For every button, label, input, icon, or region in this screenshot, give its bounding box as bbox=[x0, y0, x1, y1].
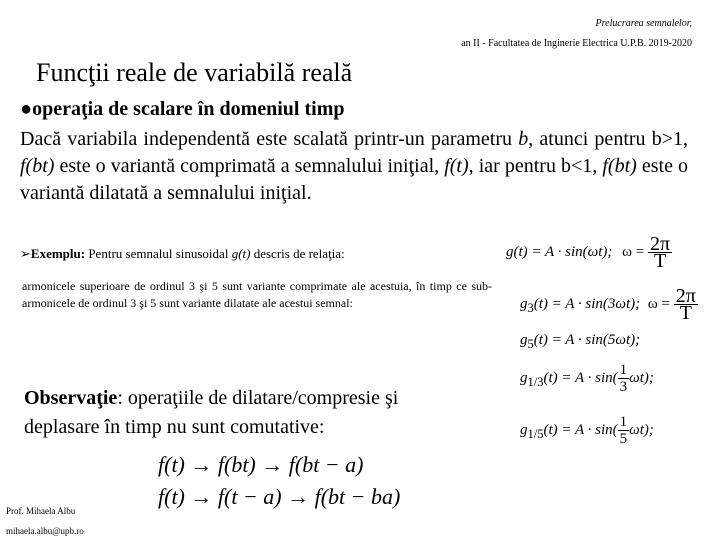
eq-g3-omega: ω = bbox=[647, 295, 670, 312]
equation-g13 bbox=[520, 362, 654, 395]
eq-g15-den: 5 bbox=[619, 431, 628, 447]
footer-email: mihaela.albu@upb.ro bbox=[6, 526, 84, 536]
equation-g15 bbox=[520, 414, 654, 447]
relation-scale-then-shift bbox=[158, 452, 363, 478]
equation-g bbox=[506, 233, 672, 272]
observation bbox=[24, 384, 464, 442]
relation-1-text: f(t) → f(bt) → f(bt − a) bbox=[158, 452, 364, 477]
observation-text: : operaţiile de dilatare/compresie şi deplasare în timp nu sunt comutative: bbox=[24, 387, 399, 438]
header-course: Prelucrarea semnalelor, bbox=[595, 18, 692, 29]
eq-g15-rhs1: (t) = A · sin( bbox=[543, 421, 618, 438]
eq-g5-lhs: g bbox=[520, 332, 528, 348]
scaling-paragraph bbox=[20, 126, 688, 207]
eq-g13-fraction bbox=[618, 362, 630, 395]
eq-g5-sub: 5 bbox=[527, 337, 534, 351]
eq-g15-rhs2: ωt); bbox=[629, 421, 654, 438]
para-text-2: , atunci pentru b>1, bbox=[528, 128, 688, 150]
eq-g-fraction bbox=[648, 233, 672, 272]
example-label: Exemplu: bbox=[30, 246, 86, 261]
arrow-bullet-icon: ➢ bbox=[20, 246, 31, 261]
para-fbt-1: f(bt) bbox=[20, 155, 55, 177]
eq-g3-den: T bbox=[679, 302, 692, 324]
example-line bbox=[20, 246, 345, 262]
para-fbt-2: f(bt) bbox=[602, 155, 637, 177]
eq-g15-lhs: g bbox=[520, 421, 528, 438]
example-text-2: descris de relaţia: bbox=[250, 246, 345, 261]
relation-shift-then-scale bbox=[158, 484, 400, 510]
para-text-4: iar pentru b<1, bbox=[473, 155, 603, 177]
eq-g-num: 2π bbox=[650, 233, 671, 255]
eq-g13-num: 1 bbox=[619, 362, 628, 378]
example-text-1: Pentru semnalul sinusoidal bbox=[85, 246, 232, 261]
para-b: b bbox=[518, 128, 529, 150]
eq-g3-num: 2π bbox=[675, 285, 696, 307]
slide-title: Funcţii reale de variabilă reală bbox=[36, 58, 353, 87]
eq-g3-sub: 3 bbox=[527, 300, 534, 315]
para-ft: f(t), bbox=[444, 155, 474, 177]
eq-g15-num: 1 bbox=[619, 414, 628, 430]
eq-g3-fraction bbox=[674, 285, 698, 324]
eq-g3-rhs: (t) = A · sin(3ωt); bbox=[533, 295, 641, 312]
equation-g3 bbox=[520, 285, 698, 324]
eq-g-omega: ω = bbox=[622, 243, 645, 260]
para-text-3: este o variantă comprimată a semnalului iniţial, bbox=[54, 155, 445, 177]
eq-g13-rhs2: ωt); bbox=[629, 369, 654, 386]
slide-subtitle: ●operaţia de scalare în domeniul timp bbox=[20, 98, 345, 120]
harmonics-text: armonicele superioare de ordinul 3 şi 5 sunt variante comprimate ale acestuia, în timp ce sub-armonicele de ordinul 3 şi 5 sunt variante dilatate ale acestui semnal: bbox=[22, 279, 492, 310]
example-gt: g(t) bbox=[231, 246, 251, 261]
eq-g-den: T bbox=[653, 250, 667, 272]
eq-g-lhs: g(t) = A · sin(ωt); bbox=[506, 243, 613, 260]
relation-2-text: f(t) → f(t − a) → f(bt − ba) bbox=[158, 484, 401, 509]
equation-g5 bbox=[520, 332, 640, 352]
footer-author: Prof. Mihaela Albu bbox=[6, 506, 76, 516]
para-text-5: este o variantă dilatată a semnalului iniţial. bbox=[20, 155, 689, 204]
eq-g3-lhs: g bbox=[520, 295, 528, 312]
header-faculty: an II - Facultatea de Inginerie Electrica U.P.B. 2019-2020 bbox=[461, 38, 692, 49]
observation-label: Observaţie bbox=[24, 387, 118, 409]
para-text-1: Dacă variabila independentă este scalată printr-un parametru bbox=[20, 128, 519, 150]
eq-g15-sub: 1/5 bbox=[527, 426, 544, 441]
eq-g15-fraction bbox=[618, 414, 630, 447]
eq-g13-den: 3 bbox=[619, 379, 628, 395]
eq-g13-sub: 1/3 bbox=[527, 374, 544, 389]
eq-g13-rhs1: (t) = A · sin( bbox=[543, 369, 618, 386]
eq-g5-rhs: (t) = A · sin(5ωt); bbox=[533, 332, 641, 348]
eq-g13-lhs: g bbox=[520, 369, 528, 386]
